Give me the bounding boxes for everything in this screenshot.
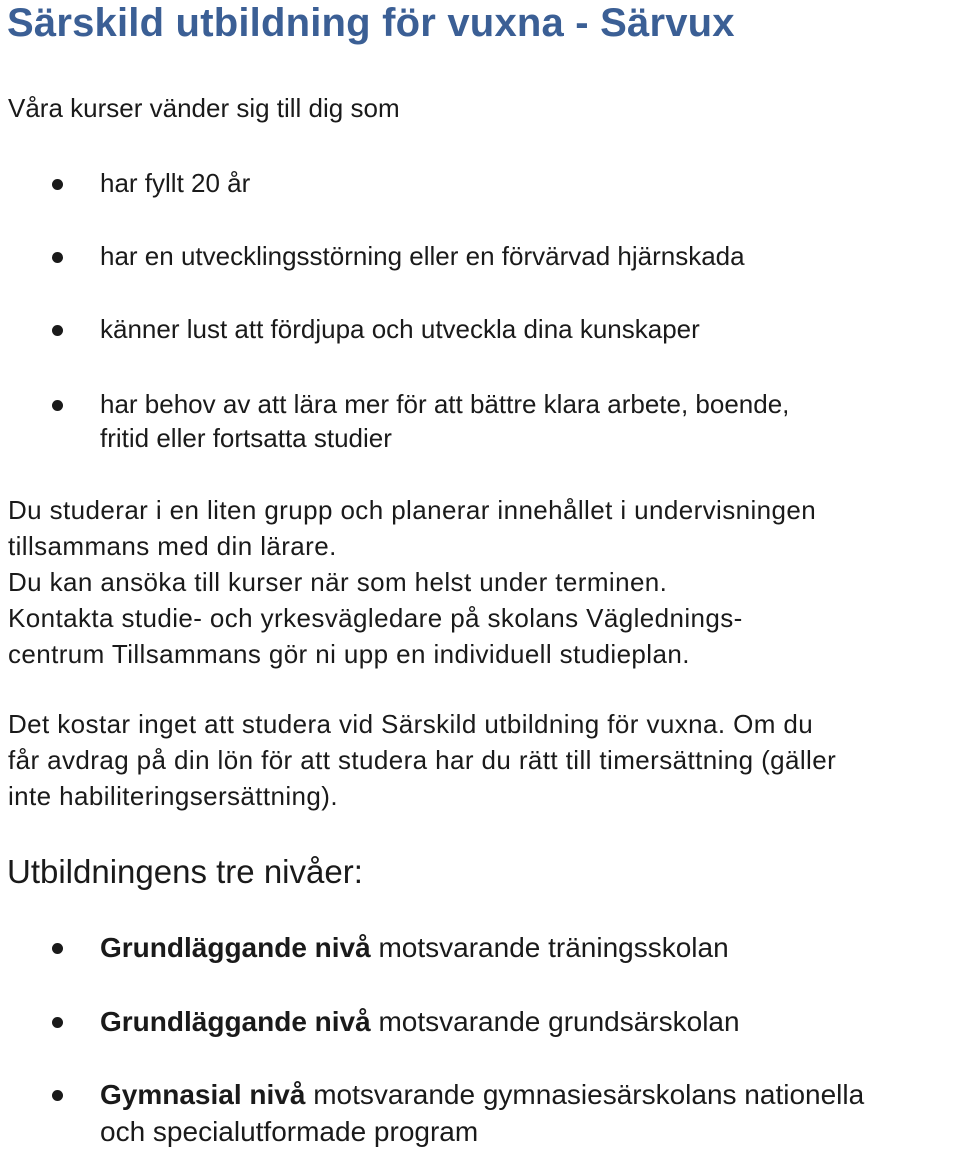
bullet-icon xyxy=(52,1017,63,1028)
paragraph-line: Du kan ansöka till kurser när som helst under terminen. xyxy=(8,567,668,597)
bullet-icon xyxy=(52,252,63,263)
level-name: Gymnasial nivå xyxy=(100,1079,306,1110)
level-name: Grundläggande nivå xyxy=(100,932,371,963)
cost-paragraph xyxy=(8,706,836,814)
bullet-icon xyxy=(52,400,63,411)
bullet-icon xyxy=(52,1090,63,1101)
list-item-text: fritid eller fortsatta studier xyxy=(100,423,392,453)
paragraph-line: Du studerar i en liten grupp och planerar innehållet i undervisningen xyxy=(8,495,817,525)
paragraph-line: centrum Tillsammans gör ni upp en individuell studieplan. xyxy=(8,639,690,669)
level-text xyxy=(100,1076,864,1113)
level-text xyxy=(100,1003,740,1040)
page-title: Särskild utbildning för vuxna - Särvux xyxy=(7,1,735,45)
paragraph-line: Kontakta studie- och yrkesvägledare på skolans Väglednings- xyxy=(8,603,743,633)
level-description: motsvarande träningsskolan xyxy=(370,932,729,963)
paragraph-line: får avdrag på din lön för att studera har du rätt till timersättning (gäller xyxy=(8,745,837,775)
level-text xyxy=(100,929,729,966)
bullet-icon xyxy=(52,325,63,336)
list-item-text: känner lust att fördjupa och utveckla dina kunskaper xyxy=(100,314,700,344)
level-name: Grundläggande nivå xyxy=(100,1006,371,1037)
list-item-text: har behov av att lära mer för att bättre klara arbete, boende, xyxy=(100,389,790,419)
level-description: motsvarande grundsärskolan xyxy=(370,1006,740,1037)
bullet-icon xyxy=(52,943,63,954)
intro-text: Våra kurser vänder sig till dig som xyxy=(8,93,400,123)
list-item-text: har en utvecklingsstörning eller en förvärvad hjärnskada xyxy=(100,241,745,271)
paragraph-line: inte habiliteringsersättning). xyxy=(8,781,338,811)
paragraph-line: Det kostar inget att studera vid Särskild utbildning för vuxna. Om du xyxy=(8,709,814,739)
bullet-icon xyxy=(52,179,63,190)
paragraph-line: tillsammans med din lärare. xyxy=(8,531,337,561)
levels-heading: Utbildningens tre nivåer: xyxy=(7,853,363,890)
info-paragraph xyxy=(8,492,816,672)
list-item-text: har fyllt 20 år xyxy=(100,168,251,198)
level-text-continued: och specialutformade program xyxy=(100,1116,479,1147)
level-description: motsvarande gymnasiesärskolans nationella xyxy=(305,1079,865,1110)
